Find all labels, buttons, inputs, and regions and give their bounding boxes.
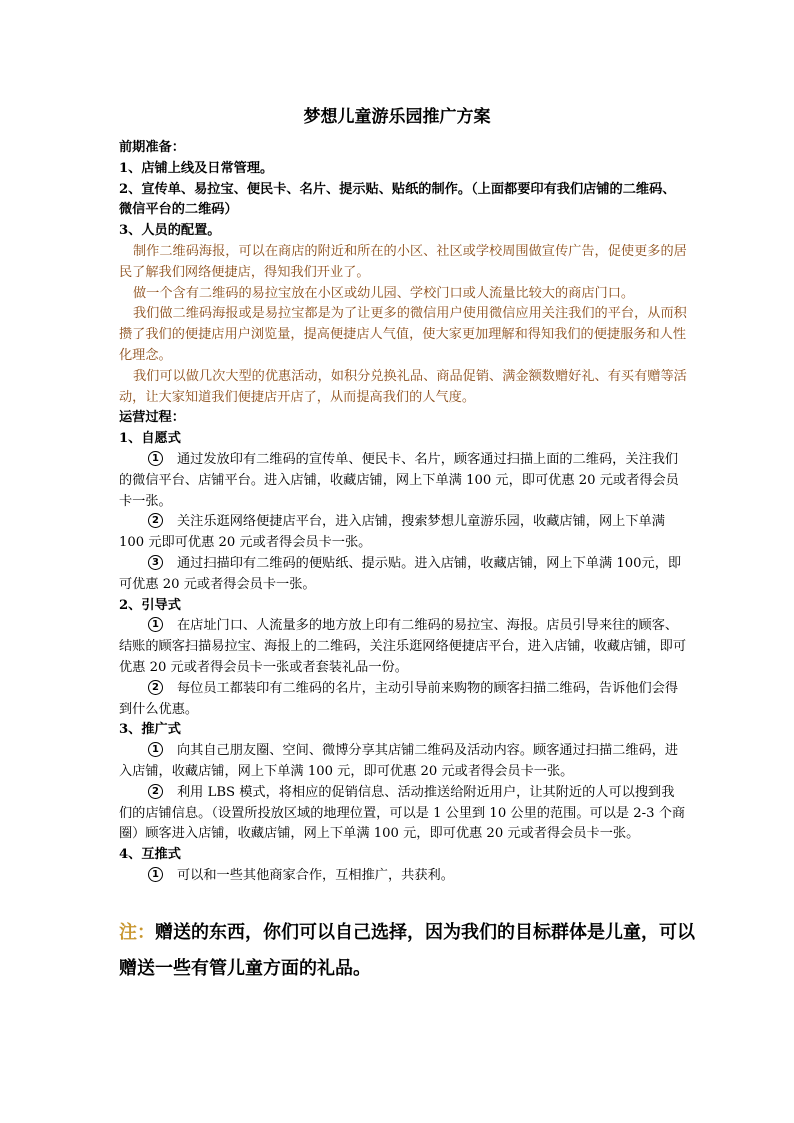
ops-s1-item-1-text: 通过发放印有二维码的宣传单、便民卡、名片，顾客通过扫描上面的二维码，关注我们的微信平台、店铺平台。进入店铺，收藏店铺，网上下单满 100 元，即可优惠 20 元或者得会员卡一张。: [119, 451, 679, 509]
ops-s2-item-2: [119, 679, 687, 721]
circled-number-marker: 3: [148, 555, 163, 570]
circled-number-marker: 1: [148, 867, 163, 882]
prep-heading: 前期准备：: [119, 140, 185, 155]
ops-s2-item-2-text: 每位员工都装印有二维码的名片，主动引导前来购物的顾客扫描二维码，告诉他们会得到什么优惠。: [119, 680, 679, 717]
ops-s2-item-1-text: 在店址门口、人流量多的地方放上印有二维码的易拉宝、海报。店员引导来往的顾客、结账的顾客扫描易拉宝、海报上的二维码，关注乐逛网络便捷店平台，进入店铺，收藏店铺，即可优惠 20 元或者得会员卡一张或者套装礼品一份。: [119, 618, 687, 675]
prep-paragraph-4: 我们可以做几次大型的优惠活动，如积分兑换礼品、商品促销、满金额数赠好礼、有买有赠等活动，让大家知道我们便捷店开店了，从而提高我们的人气度。: [119, 368, 687, 405]
ops-s2-item-1: [119, 616, 687, 678]
ops-section-4-heading: 4、互推式: [119, 847, 181, 863]
prep-paragraph-3: 我们做二维码海报或是易拉宝都是为了让更多的微信用户使用微信应用关注我们的平台，从而积攒了我们的便捷店用户浏览量，提高便捷店人气值，使大家更加理解和得知我们的便捷服务和人性化理念。: [119, 306, 687, 363]
ops-s3-item-1-text: 向其自己朋友圈、空间、微博分享其店铺二维码及活动内容。顾客通过扫描二维码，进入店铺，收藏店铺，网上下单满 100 元，即可优惠 20 元或者得会员卡一张。: [119, 743, 679, 779]
document-body: [119, 138, 687, 887]
circled-number-marker: 2: [148, 784, 163, 799]
ops-s1-item-2-text: 关注乐逛网络便捷店平台，进入店铺，搜索梦想儿童游乐园，收藏店铺，网上下单满 100 元即可优惠 20 元或者得会员卡一张。: [119, 514, 665, 551]
note-text: 赠送的东西，你们可以自己选择，因为我们的目标群体是儿童，可以赠送一些有管儿童方面的礼品。: [119, 922, 695, 979]
circled-number-marker: 2: [148, 680, 163, 695]
ops-section-3-heading: 3、推广式: [119, 722, 181, 738]
note-block: [119, 915, 699, 987]
ops-s3-item-2-text: 利用 LBS 模式，将相应的促销信息、活动推送给附近用户，让其附近的人可以搜到我们的店铺信息。（设置所投放区域的地理位置，可以是 1 公里到 10 公里的范围。可以是 2-3 个商圈）顾客进入店铺，收藏店铺，网上下单满 100 元，即可优惠 20 元或者得会员卡一张。: [119, 784, 686, 842]
prep-item-3: 3、人员的配置。: [119, 223, 221, 239]
ops-s1-item-1: [119, 450, 687, 512]
ops-section-2-heading: 2、引导式: [119, 597, 181, 613]
ops-s4-item-1: [119, 866, 687, 887]
ops-s1-item-3: [119, 554, 687, 596]
prep-item-2: 2、宣传单、易拉宝、便民卡、名片、提示贴、贴纸的制作。（上面都要印有我们店铺的二维码、微信平台的二维码）: [119, 181, 676, 218]
ops-section-1-heading: 1、自愿式: [119, 431, 181, 447]
circled-number-marker: 1: [148, 617, 163, 632]
circled-number-marker: 1: [148, 451, 163, 466]
circled-number-marker: 2: [148, 513, 163, 528]
note-label: 注：: [119, 922, 155, 943]
ops-heading: 运营过程：: [119, 410, 185, 426]
circled-number-marker: 1: [148, 742, 163, 757]
ops-s3-item-2: [119, 783, 687, 845]
ops-s4-item-1-text: 可以和一些其他商家合作，互相推广，共获利。: [177, 867, 454, 883]
prep-paragraph-1: 制作二维码海报，可以在商店的附近和所在的小区、社区或学校周围做宣传广告，促使更多的居民了解我们网络便捷店，得知我们开业了。: [119, 243, 687, 280]
document-title: 梦想儿童游乐园推广方案: [303, 107, 491, 127]
prep-item-1: 1、店铺上线及日常管理。: [119, 160, 274, 176]
ops-s1-item-3-text: 通过扫描印有二维码的便贴纸、提示贴。进入店铺，收藏店铺，网上下单满 100元，即可优惠 20 元或者得会员卡一张。: [119, 555, 682, 592]
ops-s3-item-1: [119, 741, 687, 783]
ops-s1-item-2: [119, 512, 687, 554]
prep-paragraph-2: 做一个含有二维码的易拉宝放在小区或幼儿园、学校门口或人流量比较大的商店门口。: [133, 285, 635, 301]
